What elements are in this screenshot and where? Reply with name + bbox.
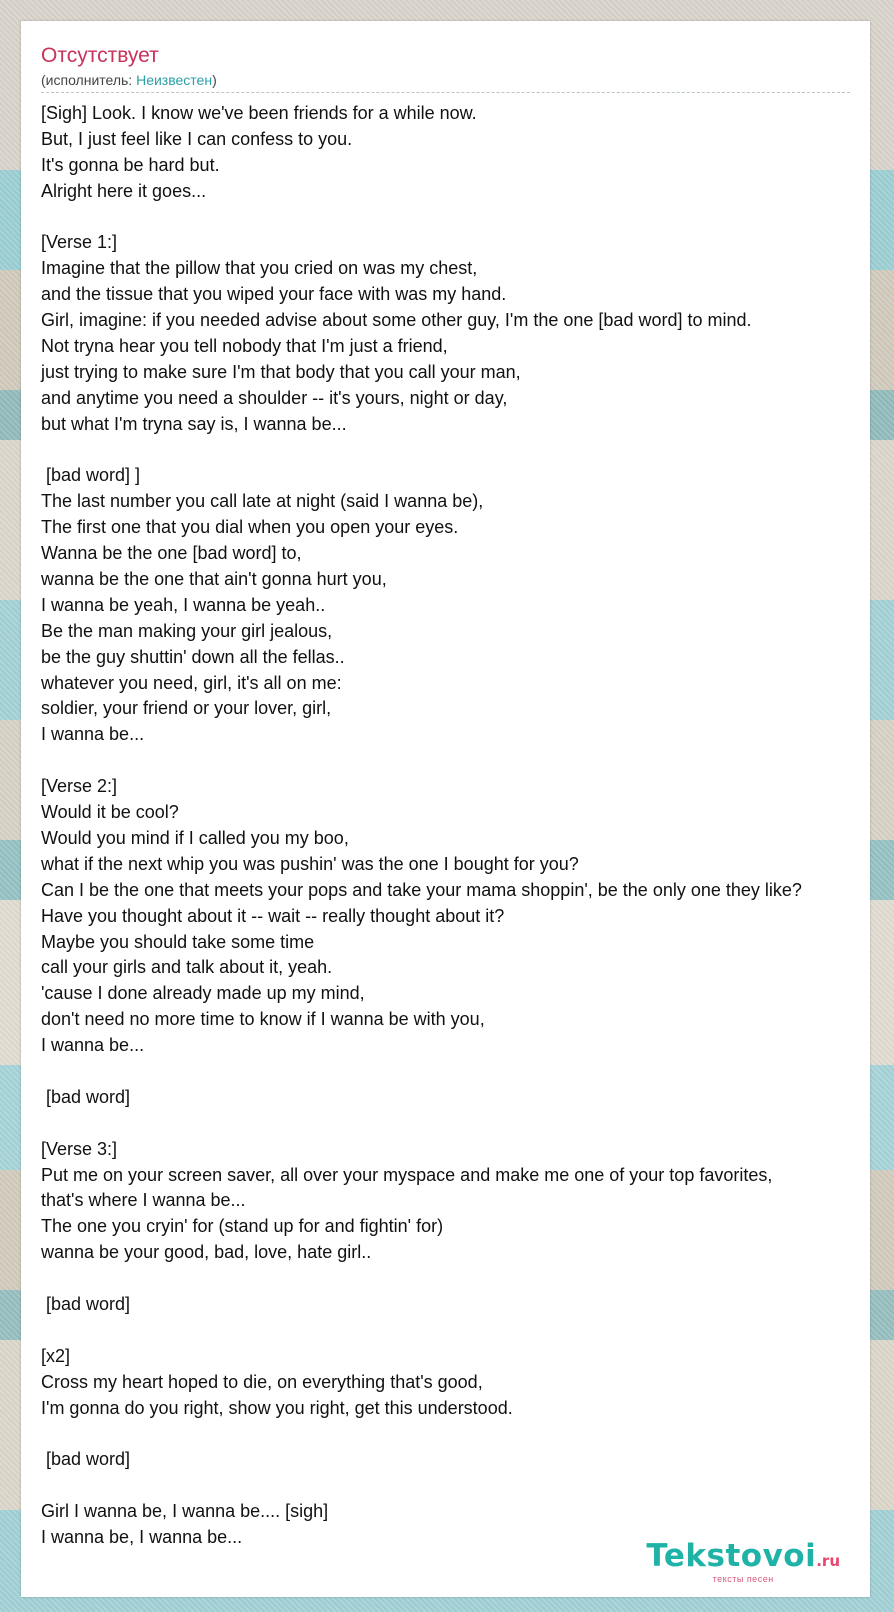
lyrics-text (41, 101, 870, 1551)
lyric-line: Girl I wanna be, I wanna be.... [sigh] (41, 1501, 329, 1522)
lyric-line: wanna be your good, bad, love, hate girl.. (41, 1242, 372, 1263)
logo-tagline: тексты песен (712, 1574, 774, 1584)
artist-suffix: ) (212, 72, 217, 88)
lyric-line (41, 1473, 870, 1499)
lyric-line: I wanna be... (41, 1035, 145, 1056)
lyric-line: The last number you call late at night (said I wanna be), (41, 491, 484, 512)
lyric-line: [bad word] (41, 1293, 131, 1314)
lyric-line (41, 1059, 870, 1085)
lyric-line: [Verse 3:] (41, 1138, 118, 1159)
lyric-line (41, 1318, 870, 1344)
lyric-line: and the tissue that you wiped your face with was my hand. (41, 284, 507, 305)
lyric-line: Would it be cool? (41, 802, 179, 823)
lyric-line: that's where I wanna be... (41, 1190, 246, 1211)
lyric-line: Maybe you should take some time (41, 931, 315, 952)
lyrics-card (21, 21, 870, 1597)
lyric-line (41, 1421, 870, 1447)
song-title: Отсутствует (41, 44, 159, 67)
lyric-line: just trying to make sure I'm that body that you call your man, (41, 361, 521, 382)
lyric-line: Girl, imagine: if you needed advise about some other guy, I'm the one [bad word] to mind. (41, 310, 752, 331)
logo-name: Tekstovoi (646, 1538, 817, 1574)
title-divider (41, 92, 850, 93)
lyric-line: Have you thought about it -- wait -- really thought about it? (41, 905, 505, 926)
lyric-line: I wanna be... (41, 724, 145, 745)
lyric-line: [bad word] ] (41, 465, 141, 486)
lyric-line: Be the man making your girl jealous, (41, 620, 333, 641)
lyric-line: be the guy shuttin' down all the fellas.. (41, 646, 345, 667)
lyric-line: wanna be the one that ain't gonna hurt you, (41, 569, 387, 590)
lyric-line: The first one that you dial when you open your eyes. (41, 517, 459, 538)
artist-prefix: (исполнитель: (41, 72, 137, 88)
lyric-line: It's gonna be hard but. (41, 154, 220, 175)
artist-link[interactable]: Неизвестен (136, 72, 213, 88)
site-logo[interactable] (646, 1538, 840, 1584)
lyric-line: and anytime you need a shoulder -- it's yours, night or day, (41, 387, 508, 408)
lyric-line: [x2] (41, 1345, 71, 1366)
lyric-line: Cross my heart hoped to die, on everything that's good, (41, 1371, 483, 1392)
lyric-line: [bad word] (41, 1449, 131, 1470)
lyric-line (41, 1266, 870, 1292)
lyric-line: [Verse 1:] (41, 232, 118, 253)
lyric-line: [Verse 2:] (41, 776, 118, 797)
lyric-line (41, 205, 870, 231)
lyric-line: Can I be the one that meets your pops and take your mama shoppin', be the only one they like? (41, 879, 802, 900)
lyric-line: soldier, your friend or your lover, girl, (41, 698, 332, 719)
lyric-line (41, 438, 870, 464)
lyric-line: 'cause I done already made up my mind, (41, 983, 365, 1004)
artist-line (41, 71, 217, 89)
lyric-line: call your girls and talk about it, yeah. (41, 957, 333, 978)
lyric-line: Put me on your screen saver, all over your myspace and make me one of your top favorites, (41, 1164, 773, 1185)
lyric-line: don't need no more time to know if I wanna be with you, (41, 1009, 485, 1030)
lyric-line: But, I just feel like I can confess to you. (41, 128, 353, 149)
lyric-line: whatever you need, girl, it's all on me: (41, 672, 342, 693)
lyric-line: Wanna be the one [bad word] to, (41, 543, 302, 564)
lyric-line: [bad word] (41, 1086, 131, 1107)
lyric-line: The one you cryin' for (stand up for and fightin' for) (41, 1216, 444, 1237)
lyric-line: I wanna be yeah, I wanna be yeah.. (41, 594, 326, 615)
lyric-line (41, 1111, 870, 1137)
logo-tld: .ru (816, 1552, 840, 1570)
lyric-line: I'm gonna do you right, show you right, get this understood. (41, 1397, 513, 1418)
lyric-line: Alright here it goes... (41, 180, 207, 201)
lyric-line: Would you mind if I called you my boo, (41, 827, 349, 848)
lyric-line: Imagine that the pillow that you cried on was my chest, (41, 258, 478, 279)
lyric-line (41, 748, 870, 774)
lyric-line: [Sigh] Look. I know we've been friends for a while now. (41, 103, 477, 123)
lyric-line: Not tryna hear you tell nobody that I'm just a friend, (41, 336, 448, 357)
lyric-line: what if the next whip you was pushin' was the one I bought for you? (41, 853, 579, 874)
lyric-line: I wanna be, I wanna be... (41, 1526, 243, 1547)
lyric-line: but what I'm tryna say is, I wanna be... (41, 413, 347, 434)
